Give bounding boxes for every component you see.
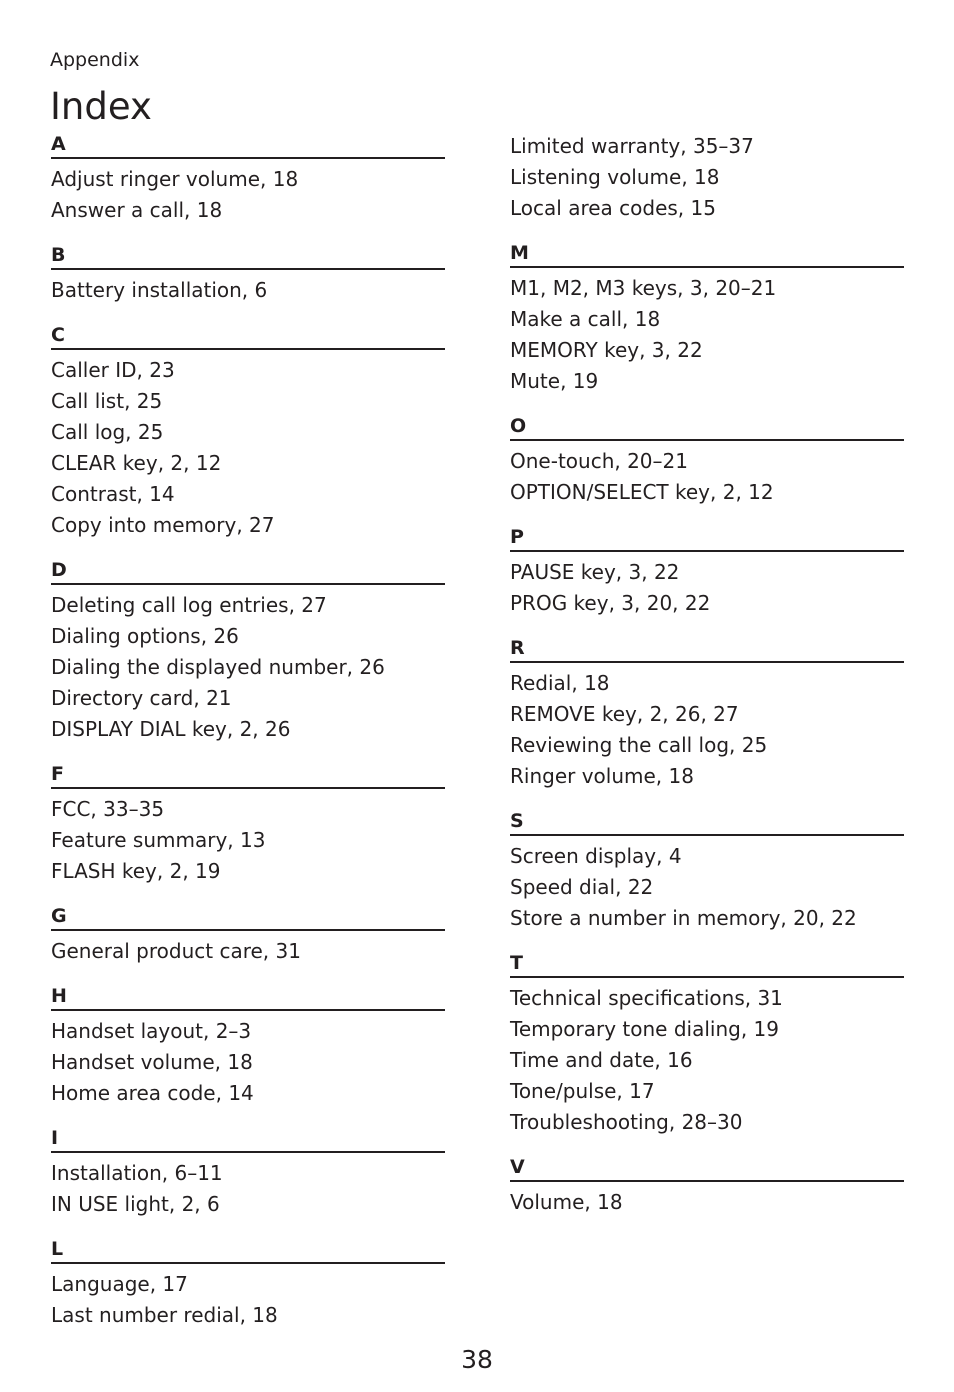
index-group-s [510, 808, 904, 934]
index-entry: Limited warranty, 35–37 [510, 134, 754, 158]
index-entry: Last number redial, 18 [51, 1303, 278, 1327]
index-entry: IN USE light, 2, 6 [51, 1192, 220, 1216]
index-entry: Call log, 25 [51, 420, 164, 444]
index-letter-heading: F [51, 761, 445, 789]
section-label: Appendix [50, 49, 140, 71]
index-entry: PAUSE key, 3, 22 [510, 560, 680, 584]
index-entry: Make a call, 18 [510, 307, 661, 331]
index-entry: Redial, 18 [510, 671, 610, 695]
index-entry: Adjust ringer volume, 18 [51, 167, 299, 191]
index-entry: Installation, 6–11 [51, 1161, 223, 1185]
index-group-c [51, 322, 445, 541]
index-entry: MEMORY key, 3, 22 [510, 338, 703, 362]
index-letter-heading: R [510, 635, 904, 663]
index-entry: Local area codes, 15 [510, 196, 716, 220]
index-entry: General product care, 31 [51, 939, 301, 963]
index-group-m [510, 240, 904, 397]
index-group-g [51, 903, 445, 967]
index-group-f [51, 761, 445, 887]
index-entry: Battery installation, 6 [51, 278, 268, 302]
index-entry: Mute, 19 [510, 369, 599, 393]
index-column-left [51, 131, 445, 1347]
index-entry: Reviewing the call log, 25 [510, 733, 768, 757]
index-entry: CLEAR key, 2, 12 [51, 451, 222, 475]
index-group-h [51, 983, 445, 1109]
index-entry: Answer a call, 18 [51, 198, 223, 222]
index-group-r [510, 635, 904, 792]
index-entry: FCC, 33–35 [51, 797, 165, 821]
index-column-right [510, 131, 904, 1234]
index-entry: Tone/pulse, 17 [510, 1079, 655, 1103]
index-entry: Technical specifications, 31 [510, 986, 783, 1010]
index-group-b [51, 242, 445, 306]
index-entry: Handset layout, 2–3 [51, 1019, 252, 1043]
index-group-t [510, 950, 904, 1138]
index-letter-heading: V [510, 1154, 904, 1182]
index-letter-heading: P [510, 524, 904, 552]
index-letter-heading: S [510, 808, 904, 836]
index-entry: DISPLAY DIAL key, 2, 26 [51, 717, 291, 741]
index-entry: Handset volume, 18 [51, 1050, 253, 1074]
index-entry: One-touch, 20–21 [510, 449, 688, 473]
index-entry: Volume, 18 [510, 1190, 623, 1214]
index-entry: Caller ID, 23 [51, 358, 175, 382]
index-entry: Time and date, 16 [510, 1048, 693, 1072]
index-entry: REMOVE key, 2, 26, 27 [510, 702, 739, 726]
index-entry: M1, M2, M3 keys, 3, 20–21 [510, 276, 777, 300]
index-entry: Store a number in memory, 20, 22 [510, 906, 857, 930]
index-group-l [51, 1236, 445, 1331]
index-entry: Copy into memory, 27 [51, 513, 275, 537]
index-entry: Temporary tone dialing, 19 [510, 1017, 780, 1041]
index-letter-heading: G [51, 903, 445, 931]
index-entry: FLASH key, 2, 19 [51, 859, 221, 883]
index-letter-heading: L [51, 1236, 445, 1264]
index-entry: Directory card, 21 [51, 686, 232, 710]
index-entry: OPTION/SELECT key, 2, 12 [510, 480, 774, 504]
index-group-v [510, 1154, 904, 1218]
page-title: Index [50, 85, 152, 128]
index-entry: Contrast, 14 [51, 482, 175, 506]
index-entry: Deleting call log entries, 27 [51, 593, 327, 617]
index-letter-heading: B [51, 242, 445, 270]
index-entry: Dialing the displayed number, 26 [51, 655, 385, 679]
index-letter-heading: D [51, 557, 445, 585]
index-entry: Home area code, 14 [51, 1081, 254, 1105]
index-group-o [510, 413, 904, 508]
index-entry: Dialing options, 26 [51, 624, 239, 648]
index-entry: Call list, 25 [51, 389, 163, 413]
index-entry: Listening volume, 18 [510, 165, 720, 189]
index-entry: PROG key, 3, 20, 22 [510, 591, 711, 615]
index-letter-heading: C [51, 322, 445, 350]
index-letter-heading: I [51, 1125, 445, 1153]
index-letter-heading: M [510, 240, 904, 268]
index-group-d [51, 557, 445, 745]
index-group-a [51, 131, 445, 226]
index-entry: Screen display, 4 [510, 844, 682, 868]
index-entry: Troubleshooting, 28–30 [510, 1110, 743, 1134]
index-group-i [51, 1125, 445, 1220]
index-letter-heading: H [51, 983, 445, 1011]
index-letter-heading: A [51, 131, 445, 159]
index-group-continued [510, 131, 904, 224]
page-number: 38 [461, 1345, 493, 1374]
index-entry: Speed dial, 22 [510, 875, 654, 899]
index-entry: Language, 17 [51, 1272, 188, 1296]
index-group-p [510, 524, 904, 619]
index-letter-heading: T [510, 950, 904, 978]
index-letter-heading: O [510, 413, 904, 441]
index-entry: Feature summary, 13 [51, 828, 266, 852]
index-entry: Ringer volume, 18 [510, 764, 694, 788]
